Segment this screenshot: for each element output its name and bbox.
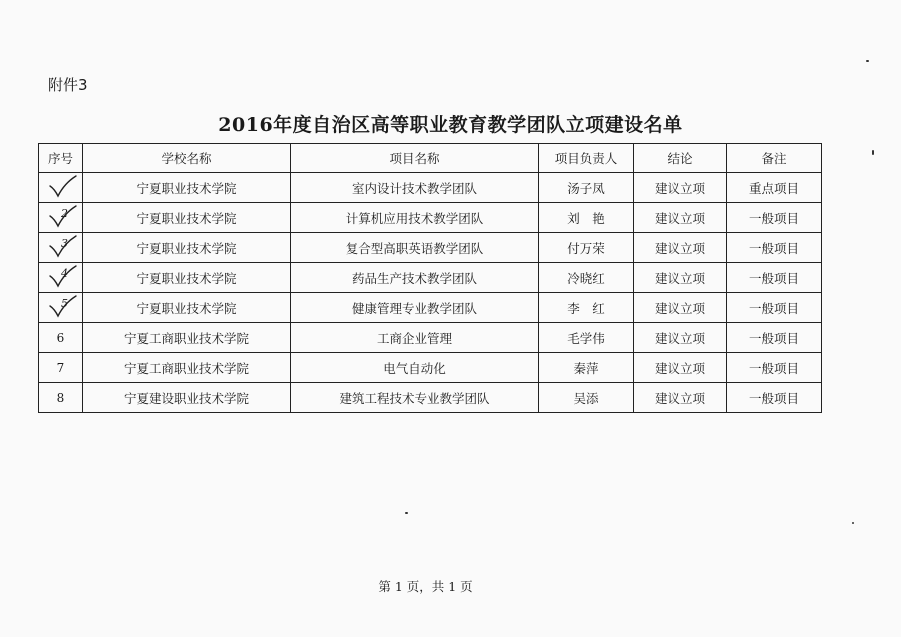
row-number: 2 (61, 207, 68, 220)
handwritten-check-icon (48, 205, 78, 229)
leader-cell: 李 红 (539, 293, 634, 323)
remark-cell: 一般项目 (727, 353, 822, 383)
project-cell: 健康管理专业教学团队 (291, 293, 539, 323)
header-school: 学校名称 (83, 144, 291, 173)
row-number: 3 (61, 237, 68, 250)
leader-cell: 汤子凤 (539, 173, 634, 203)
leader-cell: 冷晓红 (539, 263, 634, 293)
row-number-cell (39, 203, 83, 233)
project-cell: 复合型高职英语教学团队 (291, 233, 539, 263)
remark-cell: 一般项目 (727, 203, 822, 233)
attachment-label: 附件3 (48, 76, 88, 94)
table-row (39, 263, 822, 293)
project-cell: 建筑工程技术专业教学团队 (291, 383, 539, 413)
leader-cell: 秦萍 (539, 353, 634, 383)
scan-speck (866, 60, 869, 62)
table-row (39, 173, 822, 203)
header-project: 项目名称 (291, 144, 539, 173)
team-list-table (38, 143, 822, 413)
conclusion-cell: 建议立项 (634, 293, 727, 323)
leader-cell: 吴添 (539, 383, 634, 413)
row-number: 7 (56, 361, 65, 375)
conclusion-cell: 建议立项 (634, 173, 727, 203)
row-number: 5 (61, 297, 68, 310)
school-cell: 宁夏工商职业技术学院 (83, 323, 291, 353)
table-row (39, 323, 822, 353)
remark-cell: 一般项目 (727, 233, 822, 263)
school-cell: 宁夏职业技术学院 (83, 203, 291, 233)
scan-speck (872, 150, 874, 155)
school-cell: 宁夏职业技术学院 (83, 263, 291, 293)
conclusion-cell: 建议立项 (634, 233, 727, 263)
project-cell: 药品生产技术教学团队 (291, 263, 539, 293)
project-cell: 计算机应用技术教学团队 (291, 203, 539, 233)
school-cell: 宁夏建设职业技术学院 (83, 383, 291, 413)
remark-cell: 一般项目 (727, 383, 822, 413)
handwritten-check-icon (48, 235, 78, 259)
header-remark: 备注 (727, 144, 822, 173)
row-number: 8 (56, 391, 65, 405)
leader-cell: 毛学伟 (539, 323, 634, 353)
page-footer: 第 1 页，共 1 页 (378, 579, 473, 594)
row-number-cell (39, 323, 83, 353)
school-cell: 宁夏职业技术学院 (83, 173, 291, 203)
row-number: 4 (61, 267, 68, 280)
leader-cell: 付万荣 (539, 233, 634, 263)
table-row (39, 233, 822, 263)
header-conclusion: 结论 (634, 144, 727, 173)
scan-speck (852, 522, 854, 524)
document-title: 2016年度自治区高等职业教育教学团队立项建设名单 (218, 114, 683, 136)
project-cell: 电气自动化 (291, 353, 539, 383)
leader-cell: 刘 艳 (539, 203, 634, 233)
row-number-cell (39, 173, 83, 203)
table-row (39, 383, 822, 413)
conclusion-cell: 建议立项 (634, 353, 727, 383)
row-number-cell (39, 383, 83, 413)
row-number-cell (39, 233, 83, 263)
conclusion-cell: 建议立项 (634, 203, 727, 233)
conclusion-cell: 建议立项 (634, 383, 727, 413)
row-number-cell (39, 293, 83, 323)
remark-cell: 一般项目 (727, 323, 822, 353)
row-number: 6 (56, 331, 65, 345)
table-row (39, 353, 822, 383)
table-row (39, 293, 822, 323)
handwritten-check-icon (48, 295, 78, 319)
project-cell: 工商企业管理 (291, 323, 539, 353)
school-cell: 宁夏职业技术学院 (83, 293, 291, 323)
table-header-row (39, 144, 822, 173)
project-cell: 室内设计技术教学团队 (291, 173, 539, 203)
header-leader: 项目负责人 (539, 144, 634, 173)
scan-speck (405, 512, 408, 514)
header-no: 序号 (39, 144, 83, 173)
table-row (39, 203, 822, 233)
remark-cell: 一般项目 (727, 293, 822, 323)
remark-cell: 一般项目 (727, 263, 822, 293)
handwritten-check-icon (48, 175, 78, 199)
conclusion-cell: 建议立项 (634, 263, 727, 293)
handwritten-check-icon (48, 265, 78, 289)
remark-cell: 重点项目 (727, 173, 822, 203)
row-number-cell (39, 263, 83, 293)
school-cell: 宁夏工商职业技术学院 (83, 353, 291, 383)
school-cell: 宁夏职业技术学院 (83, 233, 291, 263)
row-number-cell (39, 353, 83, 383)
conclusion-cell: 建议立项 (634, 323, 727, 353)
